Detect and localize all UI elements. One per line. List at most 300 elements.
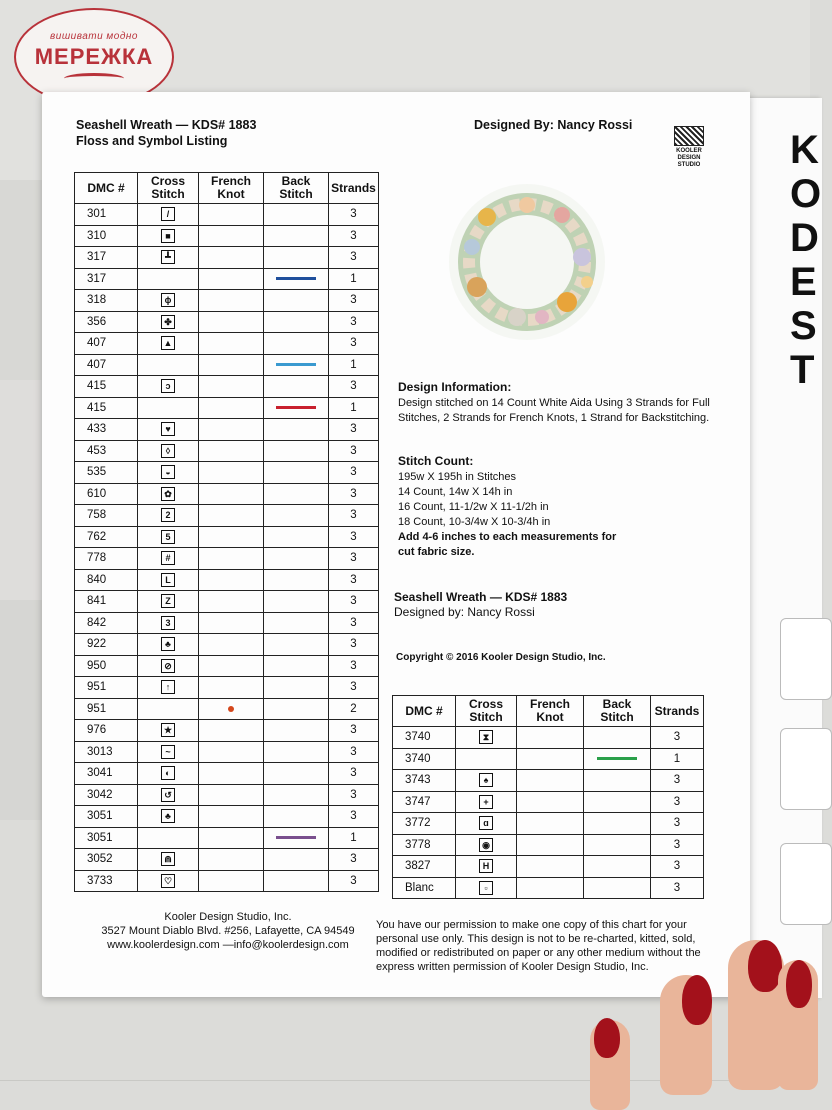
dmc-cell: 841 <box>75 591 138 613</box>
stitch-symbol-icon: ♠ <box>479 773 493 787</box>
cross-stitch-cell <box>456 813 517 835</box>
table-row <box>75 526 379 548</box>
french-knot-cell <box>199 763 264 785</box>
cross-stitch-cell <box>138 354 199 376</box>
table-row <box>393 877 704 899</box>
french-knot-cell <box>199 634 264 656</box>
dmc-cell: 3740 <box>393 748 456 770</box>
table-row <box>75 225 379 247</box>
col-strands: Strands <box>651 696 704 727</box>
cross-stitch-cell <box>138 548 199 570</box>
back-stitch-cell <box>264 505 329 527</box>
cross-stitch-cell <box>138 612 199 634</box>
french-knot-cell <box>199 870 264 892</box>
stitch-symbol-icon: 3 <box>161 616 175 630</box>
strands-cell: 3 <box>329 612 379 634</box>
stitch-symbol-icon: ◉ <box>479 838 493 852</box>
dmc-cell: Blanc <box>393 877 456 899</box>
back-stitch-line-icon <box>276 363 316 366</box>
stitch-symbol-icon: 5 <box>161 530 175 544</box>
table-row <box>75 784 379 806</box>
french-knot-cell <box>199 698 264 720</box>
cross-stitch-cell <box>138 677 199 699</box>
back-stitch-cell <box>584 727 651 749</box>
back-stitch-cell <box>584 770 651 792</box>
stitch-symbol-icon: # <box>161 551 175 565</box>
french-knot-cell <box>517 791 584 813</box>
dmc-cell: 610 <box>75 483 138 505</box>
dmc-cell: 318 <box>75 290 138 312</box>
back-stitch-cell <box>264 462 329 484</box>
dmc-cell: 976 <box>75 720 138 742</box>
fingernail <box>594 1018 620 1058</box>
strands-cell: 3 <box>651 813 704 835</box>
dmc-cell: 758 <box>75 505 138 527</box>
french-knot-cell <box>199 720 264 742</box>
strands-cell: 3 <box>329 806 379 828</box>
back-stitch-cell <box>264 204 329 226</box>
dmc-cell: 301 <box>75 204 138 226</box>
french-knot-cell <box>199 677 264 699</box>
french-knot-cell <box>517 770 584 792</box>
strands-cell: 3 <box>329 440 379 462</box>
strands-cell: 3 <box>329 569 379 591</box>
strands-cell: 3 <box>329 419 379 441</box>
stitch-symbol-icon: ♣ <box>161 637 175 651</box>
cross-stitch-cell <box>138 397 199 419</box>
stitch-count-line: 195w X 195h in Stitches <box>398 471 517 483</box>
back-stitch-cell <box>264 483 329 505</box>
table-row <box>75 505 379 527</box>
french-knot-cell <box>199 849 264 871</box>
cross-stitch-cell <box>138 849 199 871</box>
cross-stitch-cell <box>138 376 199 398</box>
table-row <box>75 763 379 785</box>
studio-address <box>78 910 378 952</box>
strands-cell: 3 <box>329 784 379 806</box>
stitch-symbol-icon: ◊ <box>161 444 175 458</box>
table-row <box>75 419 379 441</box>
back-stitch-cell <box>584 748 651 770</box>
strands-cell: 3 <box>329 462 379 484</box>
strands-cell: 3 <box>329 290 379 312</box>
stitch-symbol-icon: + <box>479 795 493 809</box>
studio-logo-icon <box>674 126 704 146</box>
cross-stitch-cell <box>456 834 517 856</box>
col-dmc: DMC # <box>75 173 138 204</box>
table-row <box>393 791 704 813</box>
french-knot-cell <box>199 204 264 226</box>
back-stitch-cell <box>264 290 329 312</box>
french-knot-cell <box>199 419 264 441</box>
back-stitch-cell <box>264 440 329 462</box>
french-knot-dot-icon <box>228 706 234 712</box>
col-strands: Strands <box>329 173 379 204</box>
cross-stitch-cell <box>456 727 517 749</box>
dmc-cell: 842 <box>75 612 138 634</box>
back-stitch-cell <box>264 548 329 570</box>
dmc-cell: 951 <box>75 698 138 720</box>
dmc-cell: 3772 <box>393 813 456 835</box>
dmc-cell: 3041 <box>75 763 138 785</box>
french-knot-cell <box>199 268 264 290</box>
strands-cell: 3 <box>329 741 379 763</box>
table-row <box>75 569 379 591</box>
back-stitch-cell <box>264 591 329 613</box>
french-knot-cell <box>199 397 264 419</box>
badge-line: KOOLER <box>676 148 702 154</box>
back-stitch-cell <box>264 763 329 785</box>
table-row <box>75 634 379 656</box>
back-stitch-cell <box>264 397 329 419</box>
dmc-cell: 3747 <box>393 791 456 813</box>
strands-cell: 3 <box>329 677 379 699</box>
dmc-cell: 840 <box>75 569 138 591</box>
dmc-cell: 317 <box>75 247 138 269</box>
back-stitch-line-icon <box>276 406 316 409</box>
cross-stitch-cell <box>138 440 199 462</box>
back-stitch-line-icon <box>597 757 637 760</box>
strands-cell: 3 <box>329 720 379 742</box>
dmc-cell: 407 <box>75 333 138 355</box>
stitch-symbol-icon: ✿ <box>161 487 175 501</box>
table-row <box>75 612 379 634</box>
stitch-symbol-icon: ◐ <box>161 766 175 780</box>
dmc-cell: 3013 <box>75 741 138 763</box>
table-row <box>75 591 379 613</box>
stitch-symbol-icon: ▫ <box>479 881 493 895</box>
dmc-cell: 3743 <box>393 770 456 792</box>
col-cross-stitch: Cross Stitch <box>456 696 517 727</box>
back-stitch-line-icon <box>276 277 316 280</box>
strands-cell: 3 <box>651 877 704 899</box>
french-knot-cell <box>199 741 264 763</box>
strands-cell: 3 <box>329 849 379 871</box>
cross-stitch-cell <box>456 791 517 813</box>
strands-cell: 3 <box>329 333 379 355</box>
cross-stitch-cell <box>138 741 199 763</box>
cross-stitch-cell <box>456 856 517 878</box>
strands-cell: 3 <box>651 856 704 878</box>
dmc-cell: 415 <box>75 376 138 398</box>
stitch-symbol-icon: ✤ <box>161 315 175 329</box>
dmc-cell: 3827 <box>393 856 456 878</box>
french-knot-cell <box>199 290 264 312</box>
french-knot-cell <box>199 655 264 677</box>
cross-stitch-cell <box>138 763 199 785</box>
cross-stitch-cell <box>138 290 199 312</box>
dmc-cell: 3051 <box>75 806 138 828</box>
cross-stitch-cell <box>138 483 199 505</box>
back-stitch-cell <box>264 741 329 763</box>
stitch-symbol-icon: ◒ <box>161 465 175 479</box>
back-stitch-cell <box>584 834 651 856</box>
strands-cell: 2 <box>329 698 379 720</box>
stitch-symbol-icon: / <box>161 207 175 221</box>
back-stitch-cell <box>264 268 329 290</box>
cross-stitch-cell <box>138 333 199 355</box>
french-knot-cell <box>199 440 264 462</box>
back-stitch-cell <box>584 856 651 878</box>
dmc-cell: 317 <box>75 268 138 290</box>
strands-cell: 3 <box>329 655 379 677</box>
back-stitch-cell <box>264 634 329 656</box>
strands-cell: 3 <box>329 591 379 613</box>
french-knot-cell <box>199 333 264 355</box>
french-knot-cell <box>199 462 264 484</box>
back-stitch-cell <box>264 677 329 699</box>
table-row <box>75 698 379 720</box>
strands-cell: 3 <box>651 770 704 792</box>
dmc-cell: 3052 <box>75 849 138 871</box>
french-knot-cell <box>517 727 584 749</box>
badge-line: DESIGN <box>677 155 701 161</box>
back-stitch-cell <box>264 870 329 892</box>
address-line: www.koolerdesign.com —info@koolerdesign.com <box>107 939 349 951</box>
stitch-count-note: Add 4-6 inches to each measurements for cut fabric size. <box>398 531 617 558</box>
address-line: 3527 Mount Diablo Blvd. #256, Lafayette, CA 94549 <box>101 925 355 937</box>
cross-stitch-cell <box>138 526 199 548</box>
table-row <box>75 827 379 849</box>
back-stitch-cell <box>264 311 329 333</box>
table-row <box>75 720 379 742</box>
fingernail <box>682 975 712 1025</box>
col-french-knot: French Knot <box>199 173 264 204</box>
french-knot-cell <box>199 612 264 634</box>
cross-stitch-cell <box>138 827 199 849</box>
next-page <box>742 98 822 998</box>
back-stitch-cell <box>264 655 329 677</box>
back-stitch-cell <box>264 827 329 849</box>
french-knot-cell <box>199 505 264 527</box>
table-row <box>75 548 379 570</box>
dmc-cell: 3733 <box>75 870 138 892</box>
cross-stitch-cell <box>138 462 199 484</box>
table-row <box>75 741 379 763</box>
design-info-body: Design stitched on 14 Count White Aida Using 3 Strands for Full Stitches, 2 Strands for French Knots, 1 Strand for Backstitching. <box>398 397 710 424</box>
table-row <box>75 268 379 290</box>
strands-cell: 1 <box>329 397 379 419</box>
french-knot-cell <box>199 311 264 333</box>
stitch-symbol-icon: 2 <box>161 508 175 522</box>
strands-cell: 1 <box>329 268 379 290</box>
back-stitch-cell <box>264 849 329 871</box>
stitch-symbol-icon: ┻ <box>161 250 175 264</box>
back-stitch-cell <box>264 419 329 441</box>
table-row <box>75 247 379 269</box>
stitch-symbol-icon: ♥ <box>161 422 175 436</box>
dmc-cell: 407 <box>75 354 138 376</box>
stitch-symbol-icon: H <box>479 859 493 873</box>
french-knot-cell <box>517 877 584 899</box>
dmc-cell: 310 <box>75 225 138 247</box>
dmc-cell: 3051 <box>75 827 138 849</box>
dmc-cell: 3042 <box>75 784 138 806</box>
col-french-knot: French Knot <box>517 696 584 727</box>
back-stitch-cell <box>264 784 329 806</box>
back-stitch-cell <box>264 333 329 355</box>
col-back-stitch: Back Stitch <box>584 696 651 727</box>
dmc-cell: 778 <box>75 548 138 570</box>
stitch-symbol-icon: ↄ <box>161 379 175 393</box>
designer-credit: Designed By: Nancy Rossi <box>474 118 633 132</box>
table-row <box>75 462 379 484</box>
dmc-cell: 762 <box>75 526 138 548</box>
table-row <box>75 311 379 333</box>
strands-cell: 3 <box>329 870 379 892</box>
stitch-symbol-icon: ♡ <box>161 874 175 888</box>
strands-cell: 1 <box>329 354 379 376</box>
strands-cell: 3 <box>329 548 379 570</box>
logo-tagline: вишивати модно <box>50 30 138 42</box>
strands-cell: 3 <box>329 225 379 247</box>
credit-block <box>394 590 567 620</box>
dmc-cell: 433 <box>75 419 138 441</box>
address-line: Kooler Design Studio, Inc. <box>164 911 292 923</box>
stitch-symbol-icon: ϕ <box>161 293 175 307</box>
thread-icon <box>64 73 124 84</box>
french-knot-cell <box>199 591 264 613</box>
strands-cell: 3 <box>651 834 704 856</box>
credit-designer: Designed by: Nancy Rossi <box>394 605 535 619</box>
dmc-cell: 535 <box>75 462 138 484</box>
cross-stitch-cell <box>138 634 199 656</box>
back-stitch-line-icon <box>276 836 316 839</box>
strands-cell: 3 <box>329 526 379 548</box>
strands-cell: 3 <box>329 763 379 785</box>
french-knot-cell <box>199 376 264 398</box>
strands-cell: 3 <box>329 311 379 333</box>
french-knot-cell <box>199 247 264 269</box>
table-row <box>75 655 379 677</box>
table-row <box>393 770 704 792</box>
table-row <box>75 806 379 828</box>
cross-stitch-cell <box>138 870 199 892</box>
back-stitch-cell <box>264 720 329 742</box>
back-stitch-cell <box>264 526 329 548</box>
dmc-cell: 951 <box>75 677 138 699</box>
table-row <box>75 677 379 699</box>
french-knot-cell <box>199 483 264 505</box>
table-row <box>75 849 379 871</box>
strands-cell: 3 <box>329 376 379 398</box>
table-row <box>393 748 704 770</box>
credit-title: Seashell Wreath — KDS# 1883 <box>394 590 568 604</box>
table-row <box>75 354 379 376</box>
dmc-cell: 453 <box>75 440 138 462</box>
french-knot-cell <box>199 354 264 376</box>
french-knot-cell <box>199 569 264 591</box>
stitch-count-line: 14 Count, 14w X 14h in <box>398 486 513 498</box>
stitch-count-line: 18 Count, 10-3/4w X 10-3/4h in <box>398 516 551 528</box>
back-stitch-cell <box>264 354 329 376</box>
strands-cell: 3 <box>329 247 379 269</box>
stitch-symbol-icon: ★ <box>161 723 175 737</box>
wreath-illustration <box>447 177 607 347</box>
stitch-count-heading: Stitch Count: <box>398 454 474 468</box>
table-row <box>393 834 704 856</box>
french-knot-cell <box>517 856 584 878</box>
page-subtitle: Floss and Symbol Listing <box>76 134 228 148</box>
col-cross-stitch: Cross Stitch <box>138 173 199 204</box>
french-knot-cell <box>199 526 264 548</box>
table-row <box>75 204 379 226</box>
cross-stitch-cell <box>138 204 199 226</box>
dmc-cell: 3778 <box>393 834 456 856</box>
copyright: Copyright © 2016 Kooler Design Studio, Inc. <box>396 652 606 663</box>
cross-stitch-cell <box>138 655 199 677</box>
page-title: Seashell Wreath — KDS# 1883 <box>76 118 257 132</box>
dmc-cell: 950 <box>75 655 138 677</box>
badge-line: STUDIO <box>677 162 701 168</box>
stitch-symbol-icon: ɑ <box>479 816 493 830</box>
next-page-box <box>780 728 832 810</box>
stitch-symbol-icon: ▲ <box>161 336 175 350</box>
table-row <box>393 856 704 878</box>
strands-cell: 3 <box>329 634 379 656</box>
table-row <box>393 727 704 749</box>
design-info <box>398 380 718 426</box>
stitch-symbol-icon: ■ <box>161 229 175 243</box>
cross-stitch-cell <box>138 569 199 591</box>
stitch-symbol-icon: ♣ <box>161 809 175 823</box>
cross-stitch-cell <box>456 748 517 770</box>
strands-cell: 1 <box>651 748 704 770</box>
cross-stitch-cell <box>138 591 199 613</box>
french-knot-cell <box>199 806 264 828</box>
col-dmc: DMC # <box>393 696 456 727</box>
cross-stitch-cell <box>138 311 199 333</box>
fingernail <box>786 960 812 1008</box>
col-back-stitch: Back Stitch <box>264 173 329 204</box>
table-row <box>75 290 379 312</box>
strands-cell: 3 <box>651 727 704 749</box>
studio-badge <box>672 126 706 176</box>
strands-cell: 3 <box>651 791 704 813</box>
back-stitch-cell <box>584 813 651 835</box>
stitch-count-line: 16 Count, 11-1/2w X 11-1/2h in <box>398 501 549 513</box>
table-row <box>75 397 379 419</box>
strands-cell: 3 <box>329 505 379 527</box>
table-row <box>75 483 379 505</box>
dmc-cell: 415 <box>75 397 138 419</box>
back-stitch-cell <box>264 247 329 269</box>
french-knot-cell <box>199 548 264 570</box>
stitch-symbol-icon: Z <box>161 594 175 608</box>
cross-stitch-cell <box>138 720 199 742</box>
stitch-symbol-icon: ⧗ <box>479 730 493 744</box>
cross-stitch-cell <box>138 225 199 247</box>
back-stitch-cell <box>584 791 651 813</box>
strands-cell: 3 <box>329 483 379 505</box>
dmc-cell: 3740 <box>393 727 456 749</box>
next-page-letters: KO DE ST <box>790 128 822 392</box>
stitch-symbol-icon: ⊘ <box>161 659 175 673</box>
cross-stitch-cell <box>138 784 199 806</box>
back-stitch-cell <box>264 698 329 720</box>
french-knot-cell <box>517 748 584 770</box>
back-stitch-cell <box>264 225 329 247</box>
stitch-symbol-icon: ↺ <box>161 788 175 802</box>
cross-stitch-cell <box>138 698 199 720</box>
back-stitch-cell <box>584 877 651 899</box>
dmc-cell: 356 <box>75 311 138 333</box>
back-stitch-cell <box>264 806 329 828</box>
table-row <box>75 376 379 398</box>
cross-stitch-cell <box>456 770 517 792</box>
table-row <box>393 813 704 835</box>
back-stitch-cell <box>264 376 329 398</box>
